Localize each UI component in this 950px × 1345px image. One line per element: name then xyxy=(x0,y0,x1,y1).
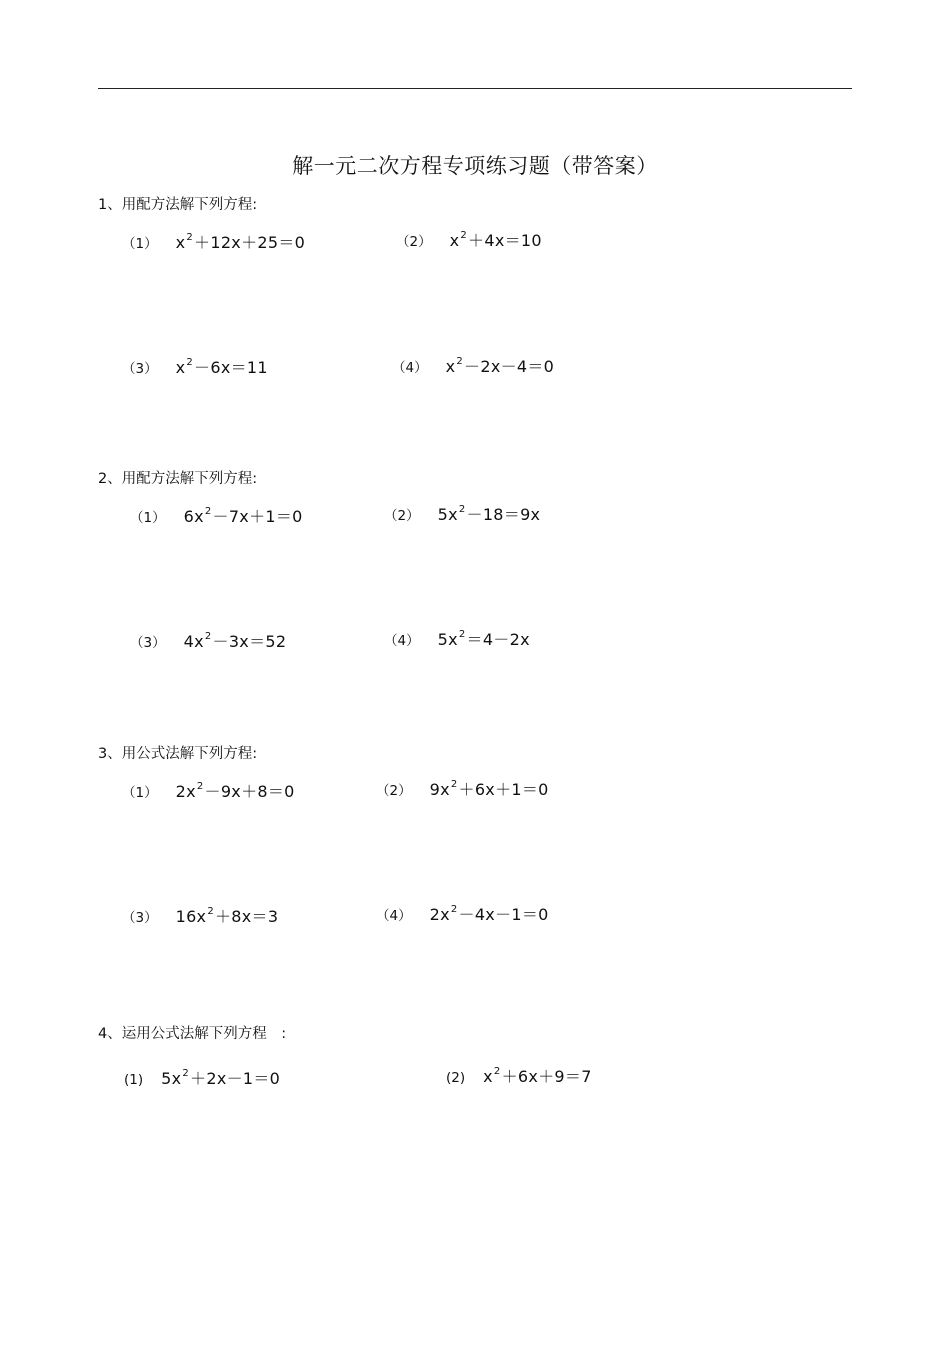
section-2-heading: 2、用配方法解下列方程: xyxy=(98,471,258,487)
exponent: 2 xyxy=(196,781,204,792)
equation-term: x xyxy=(445,357,456,376)
equation-rest: ＋8x＝3 xyxy=(215,907,279,926)
equation-rest: ＝4－2x xyxy=(466,630,530,649)
equation-term: x xyxy=(175,233,186,252)
equation-term: 16x xyxy=(175,907,207,926)
equation-1-4 xyxy=(392,354,554,377)
equation-term: 4x xyxy=(183,632,204,651)
equation-label: （2） xyxy=(384,508,420,524)
equation-rest: ＋12x＋25＝0 xyxy=(194,233,306,252)
equation-term: 5x xyxy=(161,1069,182,1088)
equation-label: （1） xyxy=(130,510,166,526)
exponent: 2 xyxy=(204,631,212,642)
exponent: 2 xyxy=(460,230,468,241)
equation-label: （3） xyxy=(122,361,158,377)
equation-term: 2x xyxy=(429,905,450,924)
equation-label: （4） xyxy=(384,633,420,649)
equation-term: x xyxy=(483,1067,493,1086)
exponent: 2 xyxy=(493,1066,501,1077)
equation-rest: －7x＋1＝0 xyxy=(212,507,303,526)
equation-rest: －18＝9x xyxy=(466,505,541,524)
equation-term: 9x xyxy=(429,780,450,799)
header-rule xyxy=(98,88,852,89)
section-4-heading: 4、运用公式法解下列方程 : xyxy=(98,1026,287,1042)
equation-label: （2） xyxy=(376,783,412,799)
section-3-heading: 3、用公式法解下列方程: xyxy=(98,746,258,762)
equation-label: （2） xyxy=(396,234,432,250)
equation-rest: ＋4x＝10 xyxy=(468,231,542,250)
equation-3-1 xyxy=(122,779,295,802)
equation-2-2 xyxy=(384,502,540,525)
equation-label: （3） xyxy=(122,910,158,926)
equation-rest: －6x＝11 xyxy=(194,358,268,377)
page-title: 解一元二次方程专项练习题（带答案） xyxy=(292,154,658,178)
equation-rest: ＋6x＋1＝0 xyxy=(458,780,549,799)
exponent: 2 xyxy=(204,506,212,517)
exponent: 2 xyxy=(456,356,464,367)
equation-2-1 xyxy=(130,504,303,527)
equation-1-3 xyxy=(122,355,268,378)
exponent: 2 xyxy=(458,504,466,515)
equation-rest: ＋2x－1＝0 xyxy=(190,1069,281,1088)
equation-rest: －9x＋8＝0 xyxy=(204,782,295,801)
equation-rest: ＋6x＋9＝7 xyxy=(501,1067,592,1086)
equation-term: 2x xyxy=(175,782,196,801)
equation-label: （1） xyxy=(122,785,158,801)
equation-4-1 xyxy=(124,1066,280,1089)
equation-3-3 xyxy=(122,904,278,927)
equation-label: （4） xyxy=(376,908,412,924)
equation-term: x xyxy=(175,358,186,377)
equation-term: 6x xyxy=(183,507,204,526)
equation-term: 5x xyxy=(437,630,458,649)
equation-label: （4） xyxy=(392,360,428,376)
equation-label: （1） xyxy=(122,236,158,252)
equation-term: 5x xyxy=(437,505,458,524)
exponent: 2 xyxy=(207,906,214,917)
equation-rest: －3x＝52 xyxy=(212,632,287,651)
equation-2-4 xyxy=(384,627,530,650)
exponent: 2 xyxy=(450,904,458,915)
equation-label: (2) xyxy=(446,1070,466,1086)
equation-2-3 xyxy=(130,629,286,652)
exponent: 2 xyxy=(186,232,194,243)
equation-4-2 xyxy=(446,1064,592,1087)
equation-1-1 xyxy=(122,230,305,253)
equation-1-2 xyxy=(396,228,542,251)
section-1-heading: 1、用配方法解下列方程: xyxy=(98,197,258,213)
exponent: 2 xyxy=(450,779,458,790)
equation-label: (1) xyxy=(124,1072,144,1088)
equation-3-2 xyxy=(376,777,549,800)
equation-rest: －2x－4＝0 xyxy=(464,357,555,376)
exponent: 2 xyxy=(458,629,466,640)
equation-term: x xyxy=(449,231,460,250)
exponent: 2 xyxy=(182,1068,190,1079)
exponent: 2 xyxy=(186,357,194,368)
equation-rest: －4x－1＝0 xyxy=(458,905,549,924)
equation-3-4 xyxy=(376,902,549,925)
equation-label: （3） xyxy=(130,635,166,651)
